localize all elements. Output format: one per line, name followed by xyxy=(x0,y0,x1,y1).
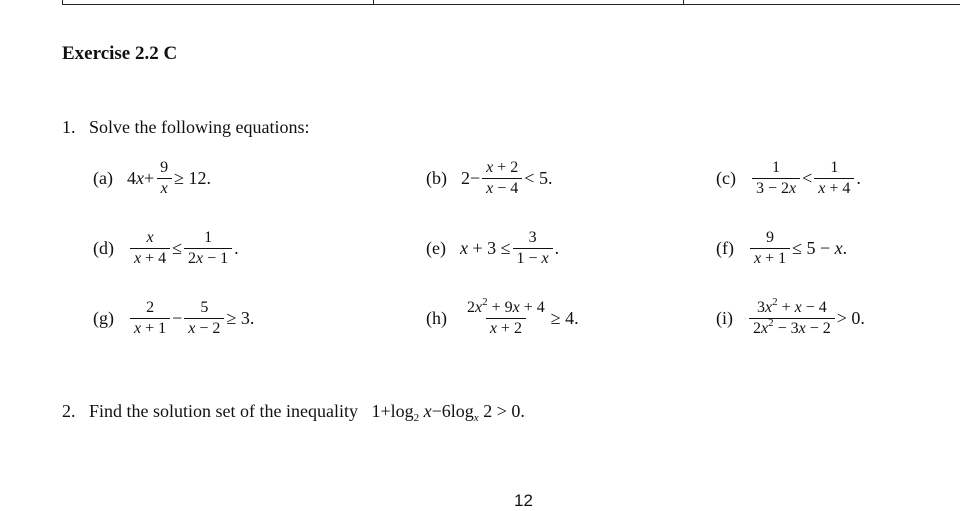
problem-d: (d) $\frac{x}{x + 4}$ ≤ $\frac{1}{2x - 1}$ . xyxy=(93,229,239,267)
top-table-border xyxy=(62,0,960,5)
question-2 xyxy=(62,401,525,422)
problem-a-label: (a) xyxy=(93,168,113,188)
problem-c-label: (c) xyxy=(716,168,736,188)
problem-c: (c) $\frac{1}{3 - 2x}$ < $\frac{1}{x + 4}$ . xyxy=(716,159,861,197)
problem-i-label: (i) xyxy=(716,308,733,328)
question-2-inequality: $1+\log_2$ $x-6\log_x$ 2 > 0. xyxy=(371,401,525,424)
problem-e: (e) x + 3 ≤ $\frac{3}{1 - x}$ . xyxy=(426,229,560,267)
question-2-number: 2. xyxy=(62,401,76,421)
question-1-text: Solve the following equations: xyxy=(89,117,310,137)
problem-d-label: (d) xyxy=(93,238,114,258)
question-2-text: Find the solution set of the inequality xyxy=(89,401,358,421)
problem-f-label: (f) xyxy=(716,238,734,258)
problem-b-label: (b) xyxy=(426,168,447,188)
question-1 xyxy=(62,117,309,138)
question-1-number: 1. xyxy=(62,117,76,137)
problem-g: (g) $\frac{2}{x + 1}$ − $\frac{5}{x - 2}$ ≥ 3. xyxy=(93,299,255,337)
problem-h-label: (h) xyxy=(426,308,447,328)
problem-i: (i) $\frac{3x^2 + x - 4}{2x^2 - 3x - 2}$ > 0. xyxy=(716,296,865,337)
problem-f: (f) $\frac{9}{x + 1}$ ≤ 5 − x. xyxy=(716,229,848,267)
problem-a: (a) 4x+ $\frac{9}{x}$ ≥ 12. xyxy=(93,159,212,197)
problem-b: (b) 2− $\frac{x + 2}{x - 4}$ < 5. xyxy=(426,159,553,197)
exercise-title: Exercise 2.2 C xyxy=(62,43,178,64)
problem-g-label: (g) xyxy=(93,308,114,328)
page-number: 12 xyxy=(514,491,533,510)
problem-h: (h) $\frac{2x^2 + 9x + 4}{x + 2}$ ≥ 4. xyxy=(426,296,579,337)
problem-e-label: (e) xyxy=(426,238,446,258)
